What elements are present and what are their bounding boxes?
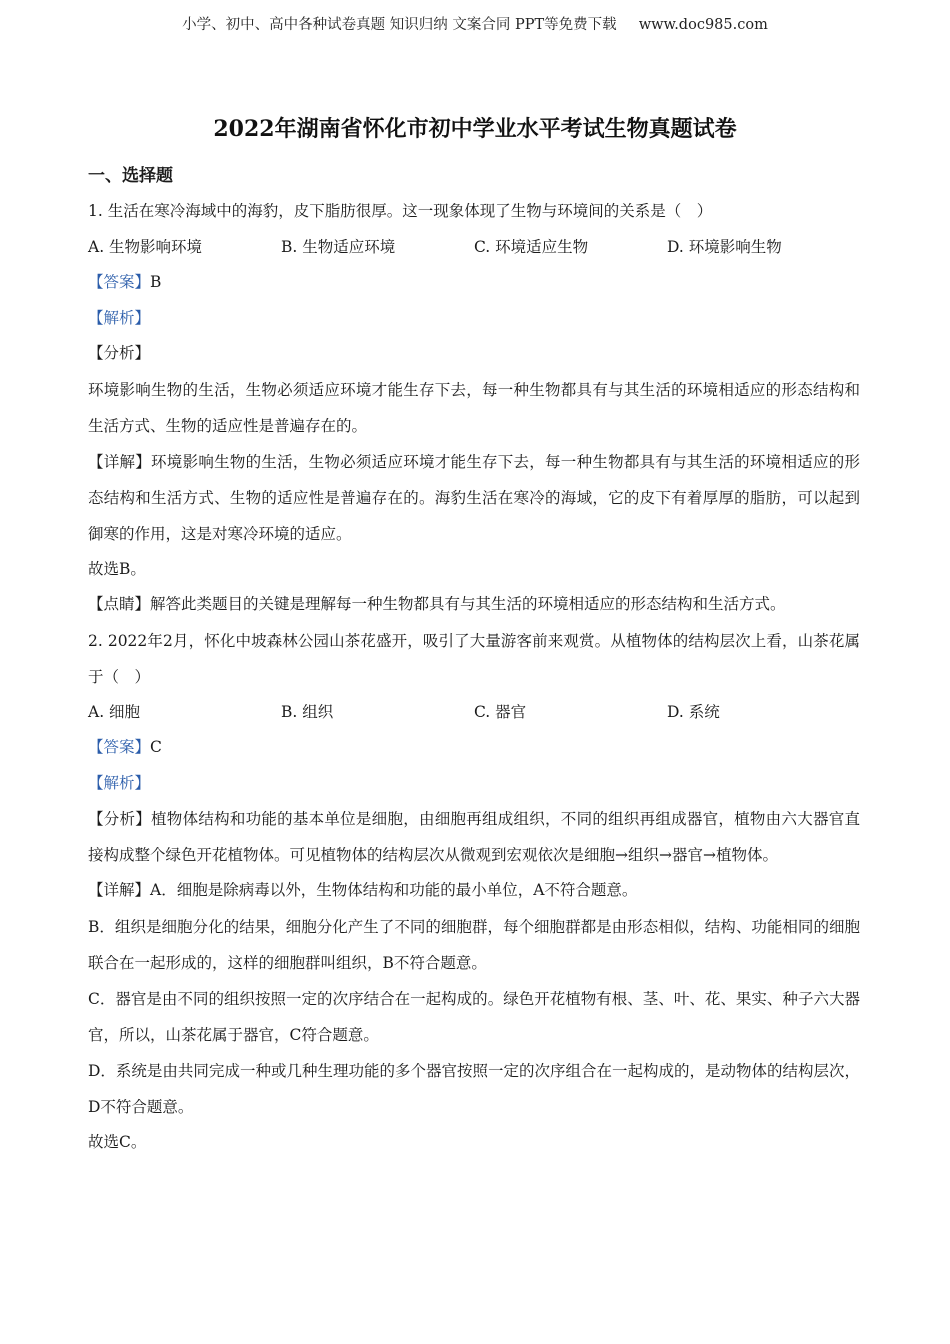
header-site: www.doc985.com	[638, 17, 768, 33]
q1-fenxi-text: 环境影响生物的生活，生物必须适应环境才能生存下去，每一种生物都具有与其生活的环境相适应的形态结构和生活方式、生物的适应性是普遍存在的。	[88, 380, 860, 435]
detail-text: 环境影响生物的生活，生物必须适应环境才能生存下去，每一种生物都具有与其生活的环境相适应的形态结构和生活方式、生物的适应性是普遍存在的。海豹生活在寒冷的海域，它的皮下有着厚厚的脂肪，可以起到御寒的作用，这是对寒冷环境的适应。	[88, 452, 860, 543]
fenxi-text: 植物体结构和功能的基本单位是细胞，由细胞再组成组织，不同的组织再组成器官，植物由六大器官直接构成整个绿色开花植物体。可见植物体的结构层次从微观到宏观依次是细胞→组织→器官→植物体。	[88, 810, 860, 864]
q1-choose: 故选B。	[88, 559, 146, 578]
detail-tag: 【详解】	[88, 452, 152, 471]
q2-detail-a	[88, 873, 860, 909]
q2-answer	[88, 730, 860, 766]
q2-choose: 故选C。	[88, 1132, 147, 1151]
q1-option-b: B. 生物适应环境	[281, 237, 396, 256]
comment-tag: 【点睛】	[88, 595, 151, 613]
q2-stem: 2. 2022年2月，怀化中坡森林公园山茶花盛开，吸引了大量游客前来观赏。从植物体的结构层次上看，山茶花属于（ ）	[88, 631, 860, 686]
q1-answer	[88, 265, 860, 301]
detail-tag: 【详解】	[88, 881, 151, 899]
q2-fenxi	[88, 801, 860, 873]
q2-detail-c: C．器官是由不同的组织按照一定的次序结合在一起构成的。绿色开花植物有根、茎、叶、花、果实、种子六大器官，所以，山茶花属于器官，C符合题意。	[88, 989, 860, 1044]
document-body	[88, 162, 860, 1160]
q2-detail-b: B．组织是细胞分化的结果，细胞分化产生了不同的细胞群，每个细胞群都是由形态相似，结构、功能相同的细胞联合在一起形成的，这样的细胞群叫组织，B不符合题意。	[88, 917, 860, 972]
answer-tag: 【答案】	[88, 738, 151, 756]
q1-detail	[88, 444, 860, 552]
header-text: 小学、初中、高中各种试卷真题 知识归纳 文案合同 PPT等免费下载	[182, 17, 617, 33]
answer-value: C	[150, 738, 162, 756]
q2-option-c: C. 器官	[474, 702, 527, 721]
section-heading: 一、选择题	[88, 166, 173, 186]
q1-option-a: A. 生物影响环境	[88, 237, 203, 256]
q2-detail-d: D．系统是由共同完成一种或几种生理功能的多个器官按照一定的次序组合在一起构成的，是动物体的结构层次，D不符合题意。	[88, 1061, 860, 1116]
q2-option-d: D. 系统	[667, 702, 720, 721]
document-title: 2022年湖南省怀化市初中学业水平考试生物真题试卷	[213, 116, 737, 142]
q2-options	[88, 695, 860, 731]
q1-fenxi-tag: 【分析】	[88, 344, 151, 362]
page-header	[0, 13, 950, 34]
fenxi-tag: 【分析】	[88, 810, 152, 828]
comment-text: 解答此类题目的关键是理解每一种生物都具有与其生活的环境相适应的形态结构和生活方式。	[150, 595, 786, 613]
answer-value: B	[150, 273, 162, 291]
q1-option-d: D. 环境影响生物	[667, 237, 782, 256]
q1-option-c: C. 环境适应生物	[474, 237, 589, 256]
answer-tag: 【答案】	[88, 273, 151, 291]
q2-analysis-tag: 【解析】	[88, 773, 151, 792]
detail-a-text: A．细胞是除病毒以外，生物体结构和功能的最小单位，A不符合题意。	[150, 881, 638, 899]
q1-options	[88, 230, 860, 266]
q1-comment	[88, 587, 860, 623]
q2-option-b: B. 组织	[281, 702, 334, 721]
q1-analysis-tag: 【解析】	[88, 308, 151, 327]
q2-option-a: A. 细胞	[88, 702, 141, 721]
q1-stem: 1. 生活在寒冷海域中的海豹，皮下脂肪很厚。这一现象体现了生物与环境间的关系是（ ）	[88, 202, 713, 220]
